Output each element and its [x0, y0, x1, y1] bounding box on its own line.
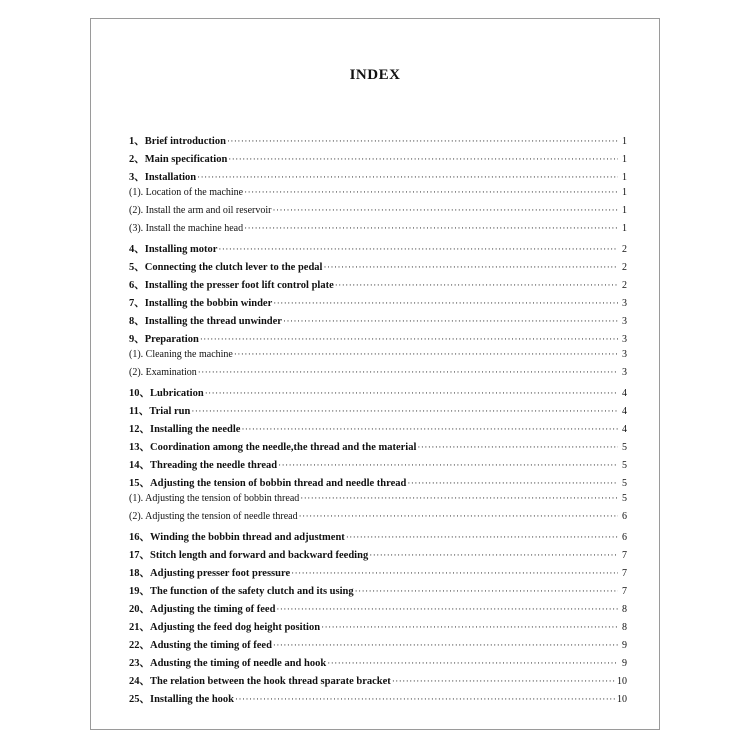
toc-entry — [129, 205, 627, 223]
toc-entry-page-number: 8 — [622, 604, 627, 615]
dot-leader — [234, 349, 618, 359]
toc-entry-page-number: 1 — [622, 205, 627, 216]
toc-entry-label: 10、Lubrication — [129, 388, 204, 399]
toc-entry — [129, 475, 627, 493]
toc-entry-label: 5、Connecting the clutch lever to the pedal — [129, 262, 323, 273]
toc-entry — [129, 529, 627, 547]
toc-entry — [129, 169, 627, 187]
dot-leader — [200, 334, 618, 344]
toc-entry-page-number: 6 — [622, 532, 627, 543]
toc-entry-page-number: 2 — [622, 280, 627, 291]
dot-leader — [300, 493, 618, 503]
dot-leader — [244, 187, 618, 197]
dot-leader — [191, 406, 618, 416]
dot-leader — [276, 604, 618, 614]
toc-entry-label: 18、Adjusting presser foot pressure — [129, 568, 291, 579]
dot-leader — [299, 511, 618, 521]
toc-entry-page-number: 7 — [622, 586, 627, 597]
toc-entry — [129, 241, 627, 259]
toc-entry — [129, 637, 627, 655]
dot-leader — [355, 586, 618, 596]
toc-entry — [129, 331, 627, 349]
toc-entry — [129, 655, 627, 673]
toc-entry — [129, 313, 627, 331]
toc-entry-page-number: 6 — [622, 511, 627, 522]
toc-entry-page-number: 2 — [622, 262, 627, 273]
dot-leader — [218, 244, 618, 254]
toc-entry-label: 15、Adjusting the tension of bobbin thread and needle thread — [129, 478, 407, 489]
toc-entry — [129, 691, 627, 709]
toc-entry-label: 2、Main specification — [129, 154, 228, 165]
toc-entry — [129, 457, 627, 475]
toc-entry-page-number: 5 — [622, 442, 627, 453]
dot-leader — [273, 298, 618, 308]
toc-entry-page-number: 4 — [622, 424, 627, 435]
toc-entry-page-number: 1 — [622, 136, 627, 147]
page-title: INDEX — [349, 67, 401, 83]
dot-leader — [197, 172, 618, 182]
toc-entry-page-number: 10 — [617, 694, 627, 705]
toc-entry-page-number: 3 — [622, 334, 627, 345]
dot-leader — [278, 460, 618, 470]
toc-entry-page-number: 8 — [622, 622, 627, 633]
document-page — [90, 18, 660, 730]
toc-entry — [129, 673, 627, 691]
toc-entry — [129, 385, 627, 403]
dot-leader — [335, 280, 618, 290]
toc-entry — [129, 619, 627, 637]
dot-leader — [369, 550, 618, 560]
toc-entry — [129, 493, 627, 511]
toc-entry-label: 6、Installing the presser foot lift control plate — [129, 280, 334, 291]
dot-leader — [244, 223, 618, 233]
dot-leader — [407, 478, 618, 488]
toc-entry-label: 19、The function of the safety clutch and its using — [129, 586, 354, 597]
toc-entry-label: (1). Location of the machine — [129, 187, 244, 198]
toc-entry-label: 17、Stitch length and forward and backward feeding — [129, 550, 369, 561]
toc-entry — [129, 277, 627, 295]
toc-entry — [129, 223, 627, 241]
toc-entry-page-number: 5 — [622, 493, 627, 504]
toc-entry-label: 13、Coordination among the needle,the thread and the material — [129, 442, 417, 453]
toc-entry-label: 1、Brief introduction — [129, 136, 226, 147]
toc-entry-label: (2). Examination — [129, 367, 197, 378]
dot-leader — [228, 154, 618, 164]
toc-entry-label: 16、Winding the bobbin thread and adjustment — [129, 532, 345, 543]
toc-entry-label: 24、The relation between the hook thread sparate bracket — [129, 676, 391, 687]
toc-entry-page-number: 10 — [617, 676, 627, 687]
toc-entry-page-number: 1 — [622, 172, 627, 183]
toc-entry-label: 11、Trial run — [129, 406, 191, 417]
toc-entry-label: 20、Adjusting the timing of feed — [129, 604, 276, 615]
toc-entry-page-number: 4 — [622, 406, 627, 417]
toc-entry-page-number: 1 — [622, 223, 627, 234]
toc-entry-label: 3、Installation — [129, 172, 197, 183]
toc-entry — [129, 187, 627, 205]
dot-leader — [291, 568, 618, 578]
toc-entry-label: (3). Install the machine head — [129, 223, 244, 234]
toc-entry — [129, 421, 627, 439]
toc-entry-page-number: 7 — [622, 568, 627, 579]
dot-leader — [198, 367, 618, 377]
toc-entry — [129, 349, 627, 367]
toc-entry-label: 7、Installing the bobbin winder — [129, 298, 273, 309]
toc-entry — [129, 151, 627, 169]
toc-entry-page-number: 2 — [622, 244, 627, 255]
toc-entry-page-number: 4 — [622, 388, 627, 399]
dot-leader — [346, 532, 618, 542]
toc-entry — [129, 601, 627, 619]
toc-entry — [129, 565, 627, 583]
toc-entry-label: 22、Adusting the timing of feed — [129, 640, 272, 651]
dot-leader — [241, 424, 618, 434]
table-of-contents — [129, 133, 627, 709]
dot-leader — [283, 316, 618, 326]
toc-entry-label: (2). Adjusting the tension of needle thread — [129, 511, 298, 522]
toc-entry — [129, 133, 627, 151]
toc-entry-page-number: 9 — [622, 658, 627, 669]
toc-entry — [129, 259, 627, 277]
dot-leader — [227, 136, 618, 146]
toc-entry-page-number: 5 — [622, 460, 627, 471]
toc-entry — [129, 511, 627, 529]
dot-leader — [272, 205, 618, 215]
toc-entry-page-number: 3 — [622, 316, 627, 327]
toc-entry-label: 12、Installing the needle — [129, 424, 241, 435]
dot-leader — [235, 694, 616, 704]
toc-entry-label: 23、Adusting the timing of needle and hook — [129, 658, 327, 669]
toc-entry-page-number: 9 — [622, 640, 627, 651]
dot-leader — [321, 622, 618, 632]
toc-entry-page-number: 1 — [622, 154, 627, 165]
toc-entry-label: 8、Installing the thread unwinder — [129, 316, 282, 327]
toc-entry-label: 21、Adjusting the feed dog height position — [129, 622, 321, 633]
toc-entry — [129, 583, 627, 601]
toc-entry — [129, 403, 627, 421]
toc-entry — [129, 367, 627, 385]
toc-entry-page-number: 1 — [622, 187, 627, 198]
dot-leader — [417, 442, 618, 452]
toc-entry-label: (1). Cleaning the machine — [129, 349, 233, 360]
toc-entry-label: 4、Installing motor — [129, 244, 218, 255]
toc-entry-label: 25、Installing the hook — [129, 694, 235, 705]
toc-entry-page-number: 5 — [622, 478, 627, 489]
dot-leader — [392, 676, 616, 686]
toc-entry-label: 9、Preparation — [129, 334, 199, 345]
toc-entry-page-number: 7 — [622, 550, 627, 561]
toc-entry — [129, 295, 627, 313]
toc-entry — [129, 547, 627, 565]
toc-entry-page-number: 3 — [622, 367, 627, 378]
toc-entry-label: 14、Threading the needle thread — [129, 460, 278, 471]
toc-entry-page-number: 3 — [622, 349, 627, 360]
dot-leader — [327, 658, 618, 668]
toc-entry-label: (1). Adjusting the tension of bobbin thread — [129, 493, 300, 504]
toc-entry-label: (2). Install the arm and oil reservoir — [129, 205, 272, 216]
dot-leader — [323, 262, 618, 272]
toc-entry — [129, 439, 627, 457]
dot-leader — [273, 640, 618, 650]
dot-leader — [205, 388, 618, 398]
toc-entry-page-number: 3 — [622, 298, 627, 309]
